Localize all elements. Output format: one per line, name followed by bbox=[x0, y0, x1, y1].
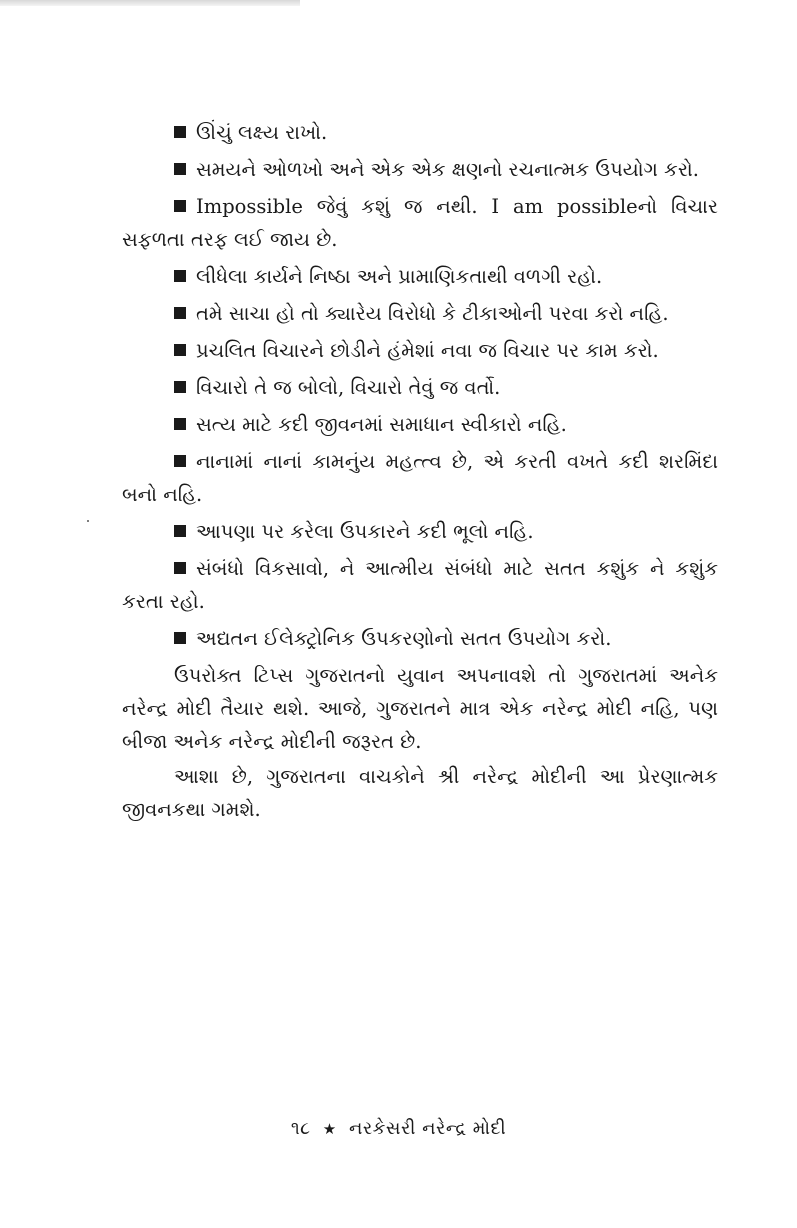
list-item-text: અદ્યતન ઈલેક્ટ્રોનિક ઉપકરણોનો સતત ઉપયોગ કરો. bbox=[196, 627, 612, 650]
page-body bbox=[122, 116, 718, 828]
list-item bbox=[122, 515, 718, 548]
star-icon: ★ bbox=[322, 1120, 337, 1138]
list-item-text: વિચારો તે જ બોલો, વિચારો તેવું જ વર્તો. bbox=[196, 376, 501, 399]
list-item-text: સંબંધો વિકસાવો, ને આત્મીય સંબંધો માટે સતત કશુંક ને કશુંક કરતા રહો. bbox=[122, 557, 718, 613]
list-item-text: નાનામાં નાનાં કામનુંય મહત્ત્વ છે, એ કરતી વખતે કદી શરમિંદા બનો નહિ. bbox=[122, 450, 718, 506]
square-bullet-icon bbox=[174, 525, 186, 537]
square-bullet-icon bbox=[174, 381, 186, 393]
top-edge-shadow bbox=[0, 0, 300, 6]
square-bullet-icon bbox=[174, 632, 186, 644]
list-item-text: સત્ય માટે કદી જીવનમાં સમાધાન સ્વીકારો નહિ. bbox=[196, 413, 567, 436]
list-item bbox=[122, 334, 718, 367]
list-item bbox=[122, 260, 718, 293]
list-item bbox=[122, 445, 718, 511]
square-bullet-icon bbox=[174, 163, 186, 175]
page-number: ૧૮ bbox=[290, 1118, 311, 1139]
list-item bbox=[122, 153, 718, 186]
square-bullet-icon bbox=[174, 270, 186, 282]
square-bullet-icon bbox=[174, 418, 186, 430]
square-bullet-icon bbox=[174, 344, 186, 356]
list-item bbox=[122, 622, 718, 655]
list-item bbox=[122, 371, 718, 404]
page-footer bbox=[0, 1117, 797, 1141]
square-bullet-icon bbox=[174, 562, 186, 574]
list-item-text: લીધેલા કાર્યને નિષ્ઠા અને પ્રામાણિકતાથી વળગી રહો. bbox=[196, 265, 603, 288]
list-item-text: પ્રચલિત વિચારને છોડીને હંમેશાં નવા જ વિચાર પર કામ કરો. bbox=[196, 339, 659, 362]
square-bullet-icon bbox=[174, 455, 186, 467]
square-bullet-icon bbox=[174, 126, 186, 138]
square-bullet-icon bbox=[174, 200, 186, 212]
list-item-text: Impossible જેવું કશું જ નથી. I am possibleનો વિચાર સફળતા તરફ લઈ જાય છે. bbox=[122, 195, 718, 251]
list-item-text: તમે સાચા હો તો ક્યારેય વિરોધો કે ટીકાઓની પરવા કરો નહિ. bbox=[196, 302, 669, 325]
running-title: નરકેસરી નરેન્દ્ર મોદી bbox=[348, 1118, 507, 1139]
body-paragraph: આશા છે, ગુજરાતના વાચકોને શ્રી નરેન્દ્ર મોદીની આ પ્રેરણાત્મક જીવનકથા ગમશે. bbox=[122, 765, 718, 821]
list-item bbox=[122, 408, 718, 441]
body-paragraph: ઉપરોક્ત ટિપ્સ ગુજરાતનો યુવાન અપનાવશે તો ગુજરાતમાં અનેક નરેન્દ્ર મોદી તૈયાર થશે. આજે, ગુજરાતને માત્ર એક નરેન્દ્ર મોદી નહિ, પણ બીજા અનેક નરેન્દ્ર મોદીની જરૂરત છે. bbox=[122, 664, 718, 753]
list-item-text: આપણા પર કરેલા ઉપકારને કદી ભૂલો નહિ. bbox=[196, 520, 534, 543]
list-item bbox=[122, 552, 718, 618]
list-item bbox=[122, 116, 718, 149]
list-item-text: સમયને ઓળખો અને એક એક ક્ષણનો રચનાત્મક ઉપયોગ કરો. bbox=[196, 158, 699, 181]
list-item bbox=[122, 297, 718, 330]
list-item bbox=[122, 190, 718, 256]
list-item-text: ઊંચું લક્ષ્ય રાખો. bbox=[196, 121, 328, 144]
square-bullet-icon bbox=[174, 307, 186, 319]
scan-speck bbox=[87, 520, 89, 522]
